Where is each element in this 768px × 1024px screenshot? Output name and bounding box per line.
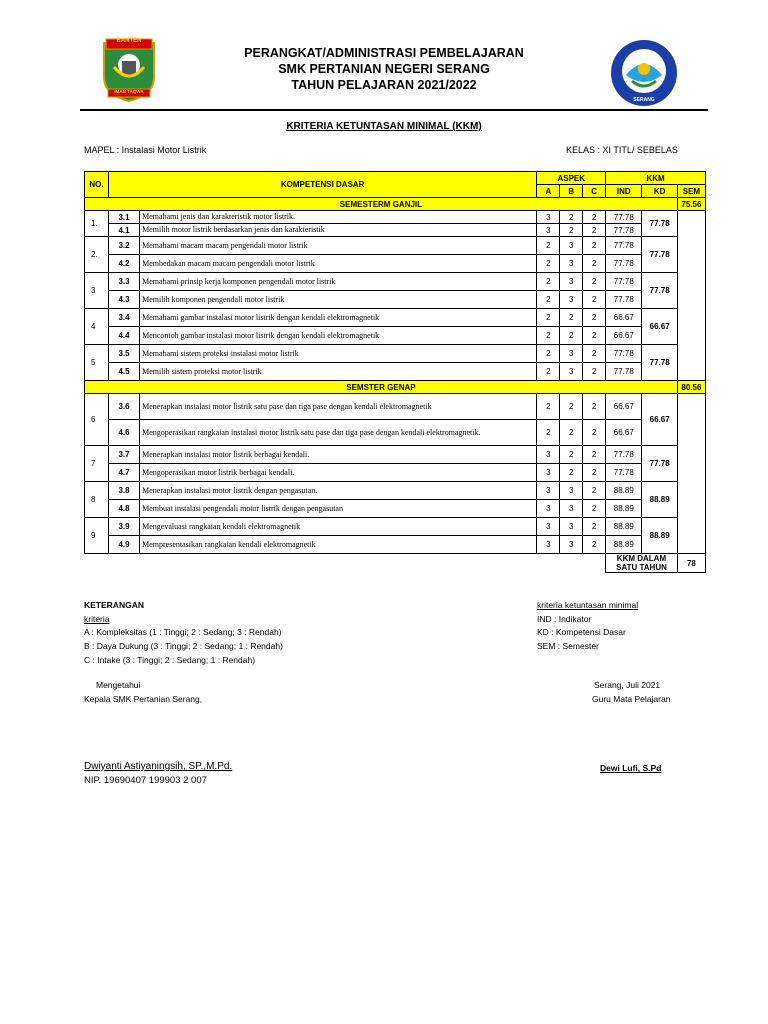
kd-text: Menerapkan instalasi motor listrik berbagai kendali. bbox=[140, 446, 537, 464]
serang-logo-text: SERANG bbox=[633, 97, 655, 103]
kd-value: 66.67 bbox=[642, 309, 677, 345]
aspek-b: 3 bbox=[560, 291, 583, 309]
kd-text: Memilih motor listrik berdasarkan jenis dan karakteristik bbox=[140, 224, 537, 237]
header-rule bbox=[80, 109, 708, 111]
sem-blank bbox=[677, 394, 705, 554]
aspek-c: 2 bbox=[583, 446, 606, 464]
table-row bbox=[85, 500, 706, 518]
ind-value: 77.78 bbox=[606, 464, 642, 482]
kd-text: Mempresentasikan rangkaian kendali elektromagnetik bbox=[140, 536, 537, 554]
aspek-b: 3 bbox=[560, 237, 583, 255]
aspek-b: 3 bbox=[560, 500, 583, 518]
col-kkm: KKM bbox=[606, 172, 706, 185]
aspek-a: 3 bbox=[537, 464, 560, 482]
sign-right-title: Guru Mata Pelajaran bbox=[592, 694, 671, 704]
aspek-a: 3 bbox=[537, 224, 560, 237]
kd-number: 4.3 bbox=[108, 291, 139, 309]
kd-text: Memahami gambar instalasi motor listrik dengan kendali elektromagnetik bbox=[140, 309, 537, 327]
mapel-label: MAPEL : Instalasi Motor Listrik bbox=[84, 145, 207, 155]
kd-text: Memahami macam macam pengendali motor listrik bbox=[140, 237, 537, 255]
sem-blank bbox=[677, 211, 705, 381]
aspek-c: 2 bbox=[583, 536, 606, 554]
aspek-a: 3 bbox=[537, 518, 560, 536]
aspek-b: 3 bbox=[560, 536, 583, 554]
sign-left-nip: NIP. 19690407 199903 2 007 bbox=[84, 775, 207, 786]
semester-row bbox=[85, 381, 706, 394]
table-row bbox=[85, 211, 706, 224]
aspek-a: 2 bbox=[537, 309, 560, 327]
aspek-b: 2 bbox=[560, 309, 583, 327]
legend-kd: KD : Kompetensi Dasar bbox=[537, 627, 626, 637]
ind-value: 88.89 bbox=[606, 536, 642, 554]
kd-number: 4.5 bbox=[108, 363, 139, 381]
aspek-b: 3 bbox=[560, 482, 583, 500]
aspek-a: 2 bbox=[537, 345, 560, 363]
kd-text: Memilih komponen pengendali motor listrik bbox=[140, 291, 537, 309]
kd-text: Memahami jenis dan karakteristik motor listrik. bbox=[140, 211, 537, 224]
table-row bbox=[85, 255, 706, 273]
kd-number: 4.1 bbox=[108, 224, 139, 237]
kriteria-c: C : Intake (3 : Tinggi; 2 : Sedang; 1 : Rendah) bbox=[84, 655, 256, 665]
kd-number: 3.2 bbox=[108, 237, 139, 255]
ind-value: 77.78 bbox=[606, 291, 642, 309]
ind-value: 66.67 bbox=[606, 394, 642, 420]
kelas-label: KELAS : XI TITL/ SEBELAS bbox=[566, 145, 678, 155]
col-c: C bbox=[583, 185, 606, 198]
page-title: KRITERIA KETUNTASAN MINIMAL (KKM) bbox=[286, 121, 482, 132]
semester-sem-value: 80.56 bbox=[677, 381, 705, 394]
ind-value: 77.78 bbox=[606, 224, 642, 237]
aspek-c: 2 bbox=[583, 420, 606, 446]
ind-value: 77.78 bbox=[606, 363, 642, 381]
banten-logo-bottom-text: IMAN TAQWA bbox=[114, 89, 144, 94]
kd-number: 3.9 bbox=[108, 518, 139, 536]
kd-value: 77.78 bbox=[642, 211, 677, 237]
kd-text: Memilih sistem proteksi motor listrik bbox=[140, 363, 537, 381]
kd-number: 4.6 bbox=[108, 420, 139, 446]
aspek-a: 2 bbox=[537, 237, 560, 255]
aspek-b: 3 bbox=[560, 518, 583, 536]
kd-text: Memahami sistem proteksi instalasi motor listrik bbox=[140, 345, 537, 363]
aspek-a: 2 bbox=[537, 363, 560, 381]
row-number: 1. bbox=[85, 211, 109, 237]
table-row bbox=[85, 420, 706, 446]
kd-value: 77.78 bbox=[642, 273, 677, 309]
kd-value: 77.78 bbox=[642, 237, 677, 273]
table-row bbox=[85, 224, 706, 237]
table-row bbox=[85, 464, 706, 482]
kd-number: 4.4 bbox=[108, 327, 139, 345]
sign-right-date: Serang, Juli 2021 bbox=[594, 680, 661, 690]
row-number: 4 bbox=[85, 309, 109, 345]
kd-number: 4.9 bbox=[108, 536, 139, 554]
aspek-c: 2 bbox=[583, 237, 606, 255]
aspek-c: 2 bbox=[583, 518, 606, 536]
semester-row bbox=[85, 198, 706, 211]
col-kompetensi-dasar: KOMPETENSI DASAR bbox=[108, 172, 537, 198]
sign-left-mengetahui: Mengetahui bbox=[96, 680, 141, 690]
kd-text: Mengoperasikan rangkaian instalasi motor listrik satu pase dan tiga pase dengan kendali elektromagnetik. bbox=[140, 420, 537, 446]
aspek-c: 2 bbox=[583, 464, 606, 482]
aspek-b: 2 bbox=[560, 327, 583, 345]
row-number: 3 bbox=[85, 273, 109, 309]
ind-value: 88.89 bbox=[606, 518, 642, 536]
kd-text: Mengevaluasi rangkaian kendali elektromagnetik bbox=[140, 518, 537, 536]
kd-text: Menerapkan instalasi motor listrik dengan pengasutan. bbox=[140, 482, 537, 500]
aspek-c: 2 bbox=[583, 394, 606, 420]
header-line-3: TAHUN PELAJARAN 2021/2022 bbox=[291, 78, 477, 92]
ind-value: 77.78 bbox=[606, 237, 642, 255]
kkm-table bbox=[84, 171, 706, 573]
aspek-c: 2 bbox=[583, 363, 606, 381]
kd-text: Mencontoh gambar instalasi motor listrik dengan kendali elektromagnetik bbox=[140, 327, 537, 345]
kd-number: 3.1 bbox=[108, 211, 139, 224]
row-number: 9 bbox=[85, 518, 109, 554]
legend-sem: SEM : Semester bbox=[537, 641, 599, 651]
aspek-a: 3 bbox=[537, 482, 560, 500]
row-number: 2. bbox=[85, 237, 109, 273]
aspek-a: 3 bbox=[537, 500, 560, 518]
kd-number: 3.8 bbox=[108, 482, 139, 500]
row-number: 6 bbox=[85, 394, 109, 446]
row-number: 8 bbox=[85, 482, 109, 518]
aspek-c: 2 bbox=[583, 211, 606, 224]
kd-value: 77.78 bbox=[642, 345, 677, 381]
aspek-a: 3 bbox=[537, 536, 560, 554]
aspek-c: 2 bbox=[583, 482, 606, 500]
aspek-a: 2 bbox=[537, 273, 560, 291]
aspek-b: 3 bbox=[560, 273, 583, 291]
aspek-c: 2 bbox=[583, 309, 606, 327]
ind-value: 77.78 bbox=[606, 273, 642, 291]
table-row bbox=[85, 327, 706, 345]
sign-left-name: Dwiyanti Astiyaningsih, SP.,M.Pd. bbox=[84, 761, 233, 772]
aspek-a: 2 bbox=[537, 394, 560, 420]
aspek-a: 2 bbox=[537, 291, 560, 309]
kd-text: Mengoperasikan motor listrik berbagai kendali. bbox=[140, 464, 537, 482]
sign-right-name: Dewi Lufi, S.Pd bbox=[600, 763, 662, 773]
aspek-c: 2 bbox=[583, 327, 606, 345]
kd-value: 66.67 bbox=[642, 394, 677, 446]
aspek-b: 2 bbox=[560, 464, 583, 482]
table-row bbox=[85, 446, 706, 464]
aspek-b: 2 bbox=[560, 446, 583, 464]
semester-label: SEMSTER GENAP bbox=[85, 381, 678, 394]
aspek-c: 2 bbox=[583, 224, 606, 237]
legend-ind: IND : Indikator bbox=[537, 614, 592, 624]
table-row bbox=[85, 237, 706, 255]
kd-number: 4.7 bbox=[108, 464, 139, 482]
kriteria-label: kriteria bbox=[84, 614, 110, 624]
header-line-2: SMK PERTANIAN NEGERI SERANG bbox=[278, 62, 490, 76]
aspek-b: 2 bbox=[560, 394, 583, 420]
aspek-a: 2 bbox=[537, 420, 560, 446]
kd-number: 3.4 bbox=[108, 309, 139, 327]
ind-value: 88.89 bbox=[606, 482, 642, 500]
aspek-c: 2 bbox=[583, 273, 606, 291]
table-row bbox=[85, 394, 706, 420]
ind-value: 77.78 bbox=[606, 446, 642, 464]
aspek-b: 2 bbox=[560, 211, 583, 224]
col-sem: SEM bbox=[677, 185, 705, 198]
aspek-c: 2 bbox=[583, 500, 606, 518]
table-row bbox=[85, 536, 706, 554]
aspek-a: 2 bbox=[537, 255, 560, 273]
table-row bbox=[85, 482, 706, 500]
aspek-c: 2 bbox=[583, 255, 606, 273]
ind-value: 77.78 bbox=[606, 255, 642, 273]
ind-value: 88.89 bbox=[606, 500, 642, 518]
table-row bbox=[85, 291, 706, 309]
aspek-a: 3 bbox=[537, 446, 560, 464]
aspek-c: 2 bbox=[583, 291, 606, 309]
legend-heading: kriteria ketuntasan minimal bbox=[537, 600, 639, 610]
col-a: A bbox=[537, 185, 560, 198]
header-line-1: PERANGKAT/ADMINISTRASI PEMBELAJARAN bbox=[244, 46, 524, 60]
kd-number: 3.5 bbox=[108, 345, 139, 363]
aspek-b: 2 bbox=[560, 420, 583, 446]
row-number: 5 bbox=[85, 345, 109, 381]
aspek-b: 3 bbox=[560, 363, 583, 381]
col-b: B bbox=[560, 185, 583, 198]
table-row bbox=[85, 273, 706, 291]
kd-text: Memahami prinsip kerja komponen pengendali motor listrik bbox=[140, 273, 537, 291]
aspek-b: 3 bbox=[560, 345, 583, 363]
col-kd: KD bbox=[642, 185, 677, 198]
kd-value: 88.89 bbox=[642, 482, 677, 518]
aspek-a: 2 bbox=[537, 327, 560, 345]
aspek-a: 3 bbox=[537, 211, 560, 224]
kd-text: Menerapkan instalasi motor listrik satu pase dan tiga pase dengan kendali elektromagnetik bbox=[140, 394, 537, 420]
kriteria-b: B : Daya Dukung (3 : Tinggi; 2 : Sedang; 1 : Rendah) bbox=[84, 641, 283, 651]
kd-number: 3.7 bbox=[108, 446, 139, 464]
kkm-year-value: 78 bbox=[677, 554, 705, 573]
table-row bbox=[85, 309, 706, 327]
aspek-b: 2 bbox=[560, 224, 583, 237]
table-row bbox=[85, 363, 706, 381]
kd-number: 4.2 bbox=[108, 255, 139, 273]
ind-value: 66.67 bbox=[606, 327, 642, 345]
kd-text: Membuat instalasi pengendali motor listrik dengan pengasutan bbox=[140, 500, 537, 518]
col-no: NO. bbox=[85, 172, 109, 198]
keterangan-heading: KETERANGAN bbox=[84, 600, 144, 610]
aspek-b: 3 bbox=[560, 255, 583, 273]
aspek-c: 2 bbox=[583, 345, 606, 363]
row-number: 7 bbox=[85, 446, 109, 482]
semester-sem-value: 75.56 bbox=[677, 198, 705, 211]
col-aspek: ASPEK bbox=[537, 172, 606, 185]
kd-number: 3.6 bbox=[108, 394, 139, 420]
kd-text: Membedakan macam macam pengendali motor listrik bbox=[140, 255, 537, 273]
table-row bbox=[85, 345, 706, 363]
ind-value: 66.67 bbox=[606, 420, 642, 446]
ind-value: 77.78 bbox=[606, 211, 642, 224]
sign-left-title: Kepala SMK Pertanian Serang, bbox=[84, 694, 203, 704]
kd-value: 88.89 bbox=[642, 518, 677, 554]
kriteria-a: A : Kompleksitas (1 : Tinggi; 2 : Sedang; 3 : Rendah) bbox=[84, 627, 282, 637]
col-ind: IND bbox=[606, 185, 642, 198]
semester-label: SEMESTERM GANJIL bbox=[85, 198, 678, 211]
table-row bbox=[85, 518, 706, 536]
kkm-year-label: KKM DALAM SATU TAHUN bbox=[606, 554, 678, 573]
ind-value: 77.78 bbox=[606, 345, 642, 363]
kd-number: 3.3 bbox=[108, 273, 139, 291]
kd-value: 77.78 bbox=[642, 446, 677, 482]
ind-value: 66.67 bbox=[606, 309, 642, 327]
kd-number: 4.8 bbox=[108, 500, 139, 518]
banten-logo-top-text: BANTEN bbox=[116, 38, 142, 44]
